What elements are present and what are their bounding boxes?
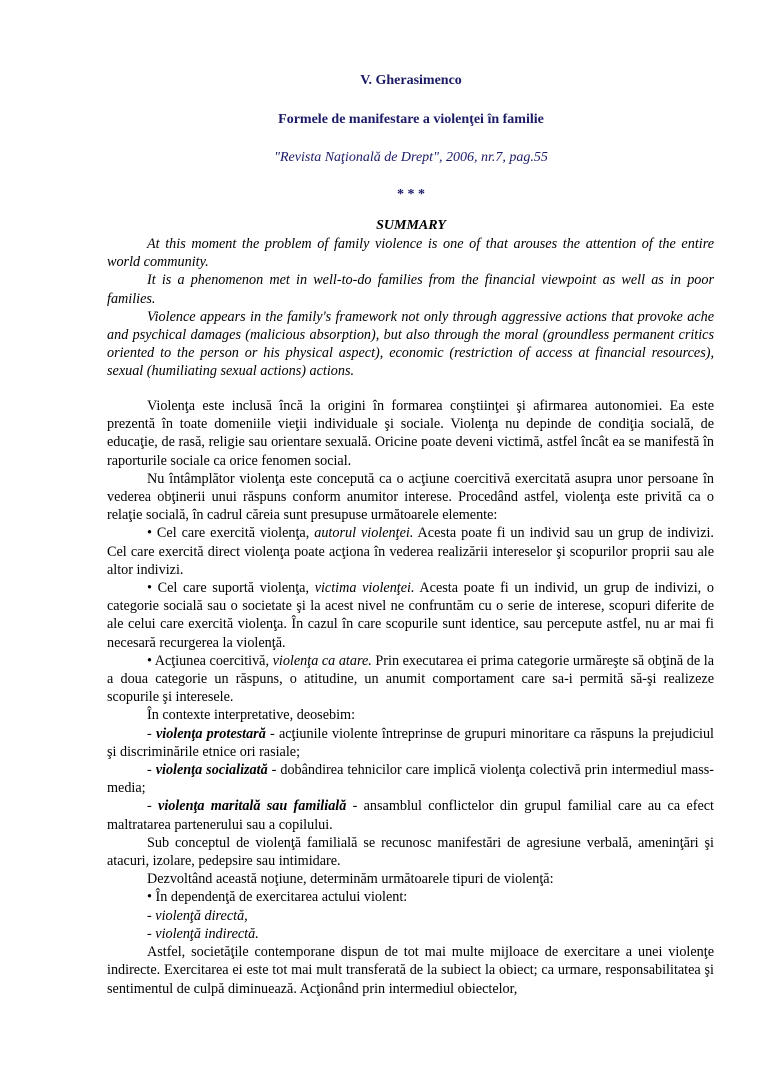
body-paragraph — [107, 652, 714, 707]
article-title: Formele de manifestare a violenţei în familie — [278, 112, 544, 127]
summary-paragraph: Violence appears in the family's framework not only through aggressive actions that provoke ache and psychical damages (malicious absorption), but also through the moral (groundless permanent critics oriented to the person or his physical aspect), economic (restriction of access at financial resources), sexual (humiliating sexual actions) actions. — [107, 308, 714, 380]
summary-section — [107, 235, 714, 381]
text-run: - — [147, 725, 156, 742]
term-text: violenţa maritală sau familială — [158, 798, 347, 815]
summary-heading: SUMMARY — [376, 218, 446, 233]
text-run: - acţiunile violente întreprinse de grupuri minoritare ca răspuns la prejudiciul şi discriminările etnice ori rasiale; — [107, 725, 714, 760]
body-paragraph — [107, 524, 714, 579]
summary-paragraph: It is a phenomenon met in well-to-do families from the financial viewpoint as well as in poor families. — [107, 272, 714, 307]
body-paragraph: • În dependenţă de exercitarea actului violent: — [147, 889, 408, 906]
body-paragraph: Sub conceptul de violenţă familială se recunosc manifestări de agresiune verbală, ameninţări şi atacuri, izolare, pedepsire sau intimidare. — [107, 834, 714, 870]
body-paragraph: Astfel, societăţile contemporane dispun de tot mai multe mijloace de exercitare a unei violenţe indirecte. Exercitarea ei este tot mai mult transferată de la subiect la obiect; ca urmare, responsabilitatea şi sentimentul de culpă diminuează. Acţionând prin intermediul obiectelor, — [107, 944, 714, 997]
text-run: Acesta poate fi un individ sau un grup de indivizi. Cel care exercită direct violenţa poate acţiona în vederea realizării intereselor şi scopurilor proprii sau ale altor indivizi. — [107, 525, 714, 578]
text-run: - ansamblul conflictelor din grupul familial care au ca efect maltratarea partenerului sau a copilului. — [107, 798, 714, 833]
article-body — [107, 397, 714, 998]
body-paragraph — [107, 761, 714, 797]
text-run: • Cel care exercită violenţa, — [147, 525, 315, 542]
emphasis-text: victima violenţei. — [314, 580, 415, 597]
text-run: Acesta poate fi un individ, un grup de indivizi, o categorie socială sau o societate şi la acest nivel ne confruntăm cu o serie de interese, scopuri diferite de ale celui care exercită violenţa. În cazul în care scopurile sunt identice, sau percepute astfel, nu ar mai fi necesară recurgerea la violenţă. — [107, 580, 714, 651]
body-paragraph — [107, 725, 714, 761]
term-text: violenţa socializată — [155, 762, 268, 779]
emphasis-text: autorul violenţei. — [314, 525, 414, 542]
separator-stars: * * * — [397, 187, 425, 202]
emphasis-text: violenţa ca atare. — [272, 652, 372, 669]
body-paragraph: - violenţă indirectă. — [147, 925, 259, 942]
source-citation: "Revista Naţională de Drept", 2006, nr.7, pag.55 — [274, 150, 548, 165]
text-run: - dobândirea tehnicilor care implică violenţa colectivă prin intermediul mass- media; — [107, 762, 714, 797]
text-run: • Cel care suportă violenţa, — [147, 580, 315, 597]
text-run: - — [147, 762, 156, 779]
body-paragraph: În contexte interpretative, deosebim: — [147, 707, 356, 724]
body-paragraph — [107, 579, 714, 652]
summary-paragraph: At this moment the problem of family violence is one of that arouses the attention of the entire world community. — [107, 236, 714, 271]
body-paragraph: - violenţă directă, — [147, 907, 248, 924]
body-paragraph: Dezvoltând această noţiune, determinăm următoarele tipuri de violenţă: — [147, 871, 554, 888]
text-run: • Acţiunea coercitivă, — [147, 652, 273, 669]
term-text: violenţa protestară — [155, 725, 266, 742]
body-paragraph: Nu întâmplător violenţa este concepută ca o acţiune coercitivă exercitată asupra unor persoane în vederea obţinerii unui răspuns conform anumitor interese. Procedând astfel, violenţa este privită ca o relaţie socială, în cadrul căreia sunt presupuse următoarele elemente: — [107, 470, 714, 524]
text-run: - — [147, 798, 159, 815]
body-paragraph — [107, 797, 714, 833]
author-name: V. Gherasimenco — [360, 73, 462, 88]
body-paragraph: Violenţa este inclusă încă la origini în formarea conştiinţei şi afirmarea autonomiei. Ea este prezentă în toate domeniile vieţii individuale şi sociale. Violenţa nu depinde de condiţia socială, de educaţie, de rasă, religie sau orientare sexuală. Oricine poate deveni victimă, astfel încât ea se manifestă în raporturile sociale ca orice fenomen social. — [107, 398, 714, 469]
text-run: Prin executarea ei prima categorie urmăreşte să obţină de la a doua categorie un răspuns, o atitudine, un anumit comportament care sa-i permită să-şi realizeze scopurile şi interesele. — [107, 652, 714, 706]
